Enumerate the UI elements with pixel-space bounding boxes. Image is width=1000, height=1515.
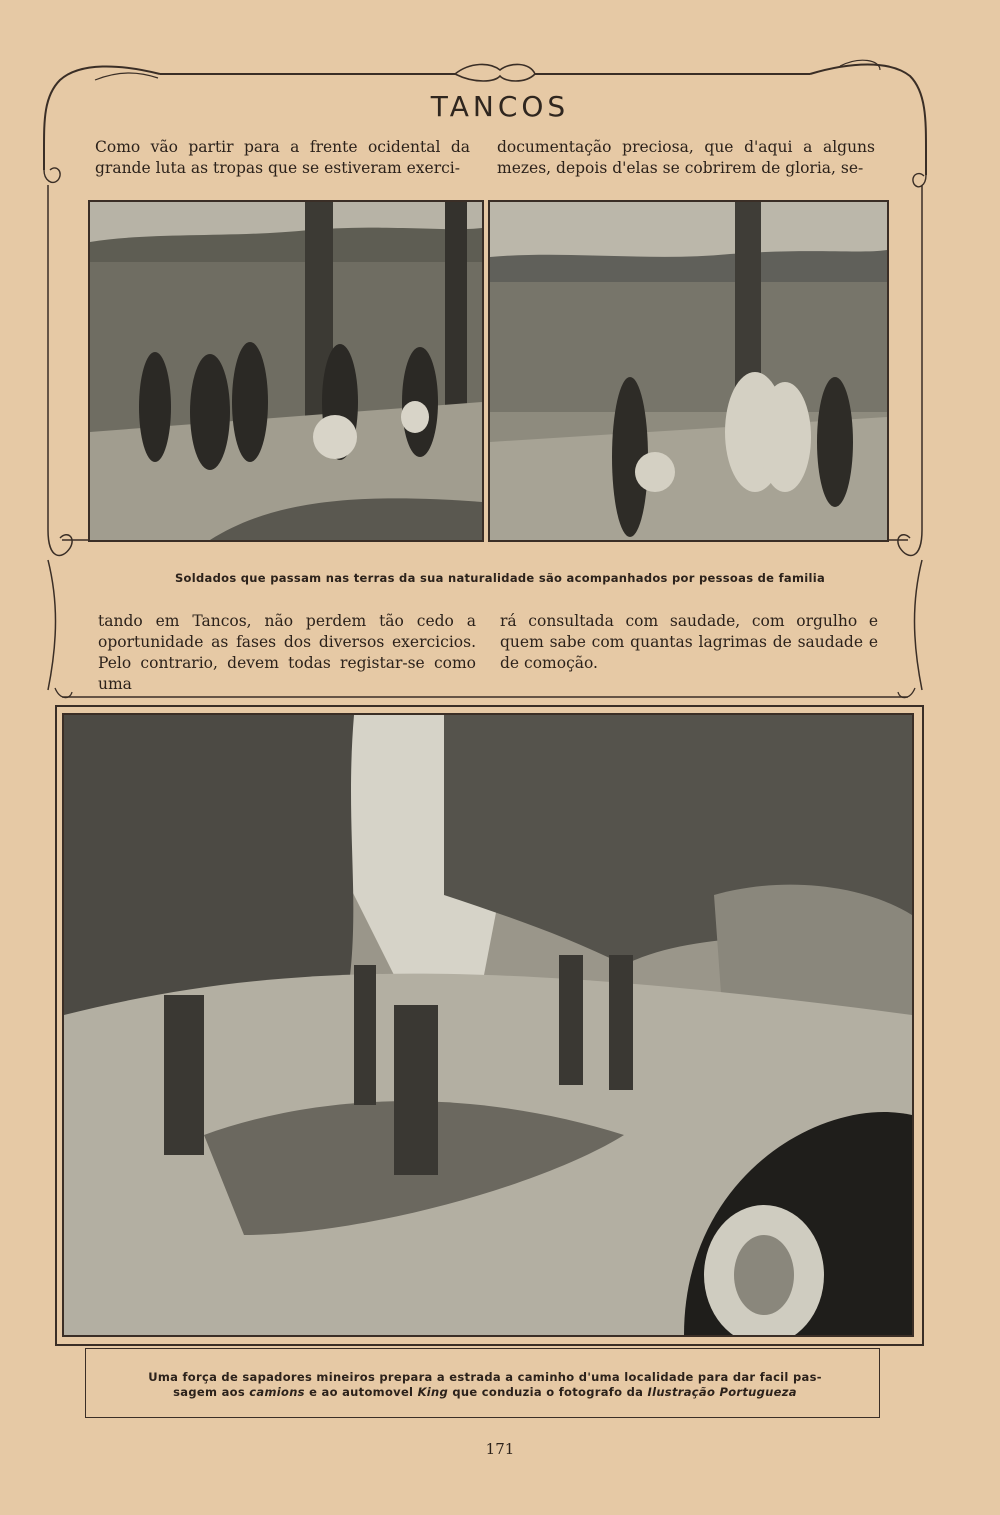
body-right-column bbox=[500, 611, 878, 674]
caption-text: e ao automovel bbox=[304, 1385, 418, 1399]
photo-sappers-preparing-road bbox=[62, 713, 914, 1337]
caption-text: que conduzia o fotografo da bbox=[448, 1385, 648, 1399]
page-number: 171 bbox=[485, 1440, 515, 1458]
intro-left-column bbox=[95, 137, 470, 179]
bottom-caption-line-1: Uma força de sapadores mineiros prepara a estrada a caminho d'uma localidade para dar facil pas- bbox=[148, 1370, 822, 1384]
top-photo-caption: Soldados que passam nas terras da sua naturalidade são acompanhados por pessoas de familia bbox=[174, 571, 826, 585]
bottom-photo-caption bbox=[110, 1370, 860, 1400]
intro-left-text: Como vão partir para a frente ocidental da grande luta as tropas que se estiveram exerci- bbox=[95, 138, 470, 177]
caption-italic-publication: Ilustração Portugueza bbox=[647, 1385, 797, 1399]
caption-italic-camions: camions bbox=[249, 1385, 305, 1399]
body-right-text: rá consultada com saudade, com orgulho e quem sabe com quantas lagrimas de saudade e de comoção. bbox=[500, 612, 878, 672]
page-title: TANCOS bbox=[430, 90, 570, 123]
caption-text: sagem aos bbox=[173, 1385, 250, 1399]
caption-italic-king: King bbox=[417, 1385, 449, 1399]
photo-soldiers-with-family-left bbox=[88, 200, 484, 542]
intro-right-column bbox=[497, 137, 875, 179]
bottom-caption-line-2 bbox=[110, 1385, 860, 1400]
body-left-text: tando em Tancos, não perdem tão cedo a oportunidade as fases dos diversos exercicios. Pelo contrario, devem todas registar-se como uma bbox=[98, 612, 476, 693]
photo-soldiers-with-family-right bbox=[488, 200, 889, 542]
body-left-column bbox=[98, 611, 476, 695]
intro-right-text: documentação preciosa, que d'aqui a alguns mezes, depois d'elas se cobrirem de gloria, se- bbox=[497, 138, 875, 177]
